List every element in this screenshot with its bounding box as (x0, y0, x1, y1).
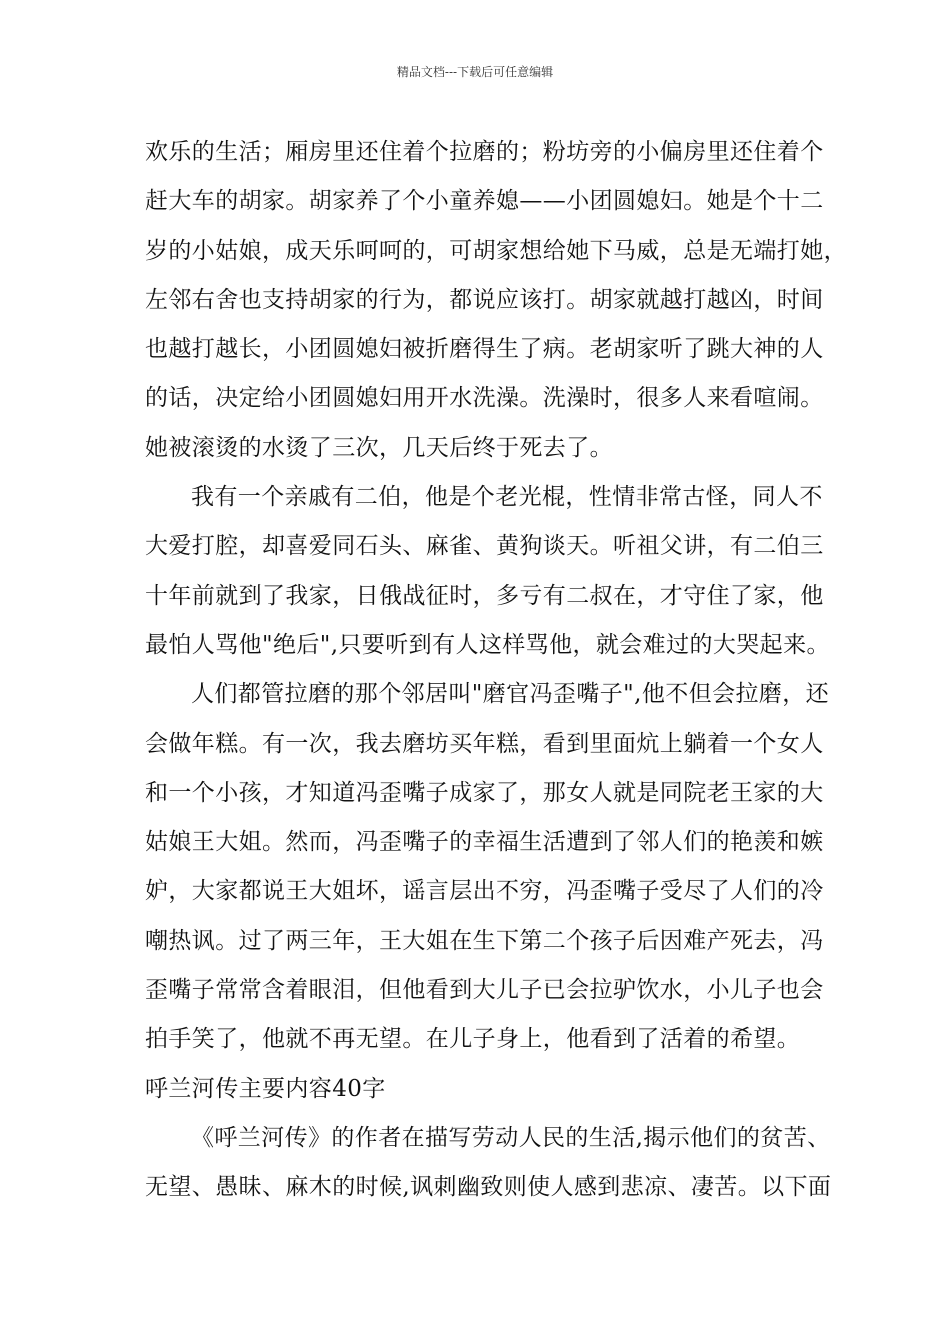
text-line: 《呼兰河传》的作者在描写劳动人民的生活,揭示他们的贫苦、 (191, 1124, 831, 1151)
text-line: 歪嘴子常常含着眼泪，但他看到大儿子已会拉驴饮水，小儿子也会 (145, 977, 824, 1004)
text-line: 欢乐的生活；厢房里还住着个拉磨的；粉坊旁的小偏房里还住着个 (145, 139, 824, 165)
text-line: 和一个小孩，才知道冯歪嘴子成家了，那女人就是同院老王家的大 (145, 779, 824, 806)
text-line: 大爱打腔，却喜爱同石头、麻雀、黄狗谈天。听祖父讲，有二伯三 (145, 533, 824, 560)
text-line: 我有一个亲戚有二伯，他是个老光棍，性情非常古怪，同人不 (191, 484, 823, 511)
page-header: 精品文档---下载后可任意编辑 (396, 65, 554, 79)
text-line: 也越打越长，小团圆媳妇被折磨得生了病。老胡家听了跳大神的人 (145, 336, 824, 363)
text-line: 左邻右舍也支持胡家的行为，都说应该打。胡家就越打越凶，时间 (145, 286, 824, 313)
text-line: 无望、愚昧、麻木的时候,讽刺幽致则使人感到悲凉、凄苦。以下面 (145, 1174, 832, 1201)
text-line: 人们都管拉磨的那个邻居叫"磨官冯歪嘴子",他不但会拉磨，还 (191, 681, 830, 708)
text-line: 姑娘王大姐。然而，冯歪嘴子的幸福生活遭到了邻人们的艳羡和嫉 (145, 829, 824, 856)
document-body (145, 128, 847, 1213)
text-line: 拍手笑了，他就不再无望。在儿子身上，他看到了活着的希望。 (145, 1026, 801, 1053)
text-line: 她被滚烫的水烫了三次，几天后终于死去了。 (145, 434, 613, 461)
text-line: 嘲热讽。过了两三年，王大姐在生下第二个孩子后因难产死去，冯 (145, 927, 824, 954)
text-line: 十年前就到了我家，日俄战征时，多亏有二叔在，才守住了家，他 (145, 582, 824, 609)
text-line: 赶大车的胡家。胡家养了个小童养媳——小团圆媳妇。她是个十二 (145, 188, 824, 215)
text-line: 最怕人骂他"绝后",只要听到有人这样骂他，就会难过的大哭起来。 (145, 631, 830, 658)
text-line: 岁的小姑娘，成天乐呵呵的，可胡家想给她下马威，总是无端打她， (145, 237, 847, 264)
text-line: 的话，决定给小团圆媳妇用开水洗澡。洗澡时，很多人来看喧闹。 (145, 385, 824, 412)
section-heading: 呼兰河传主要内容40字 (145, 1075, 386, 1102)
text-line: 妒，大家都说王大姐坏，谣言层出不穷，冯歪嘴子受尽了人们的冷 (145, 878, 824, 905)
text-line: 会做年糕。有一次，我去磨坊买年糕，看到里面炕上躺着一个女人 (145, 730, 824, 757)
